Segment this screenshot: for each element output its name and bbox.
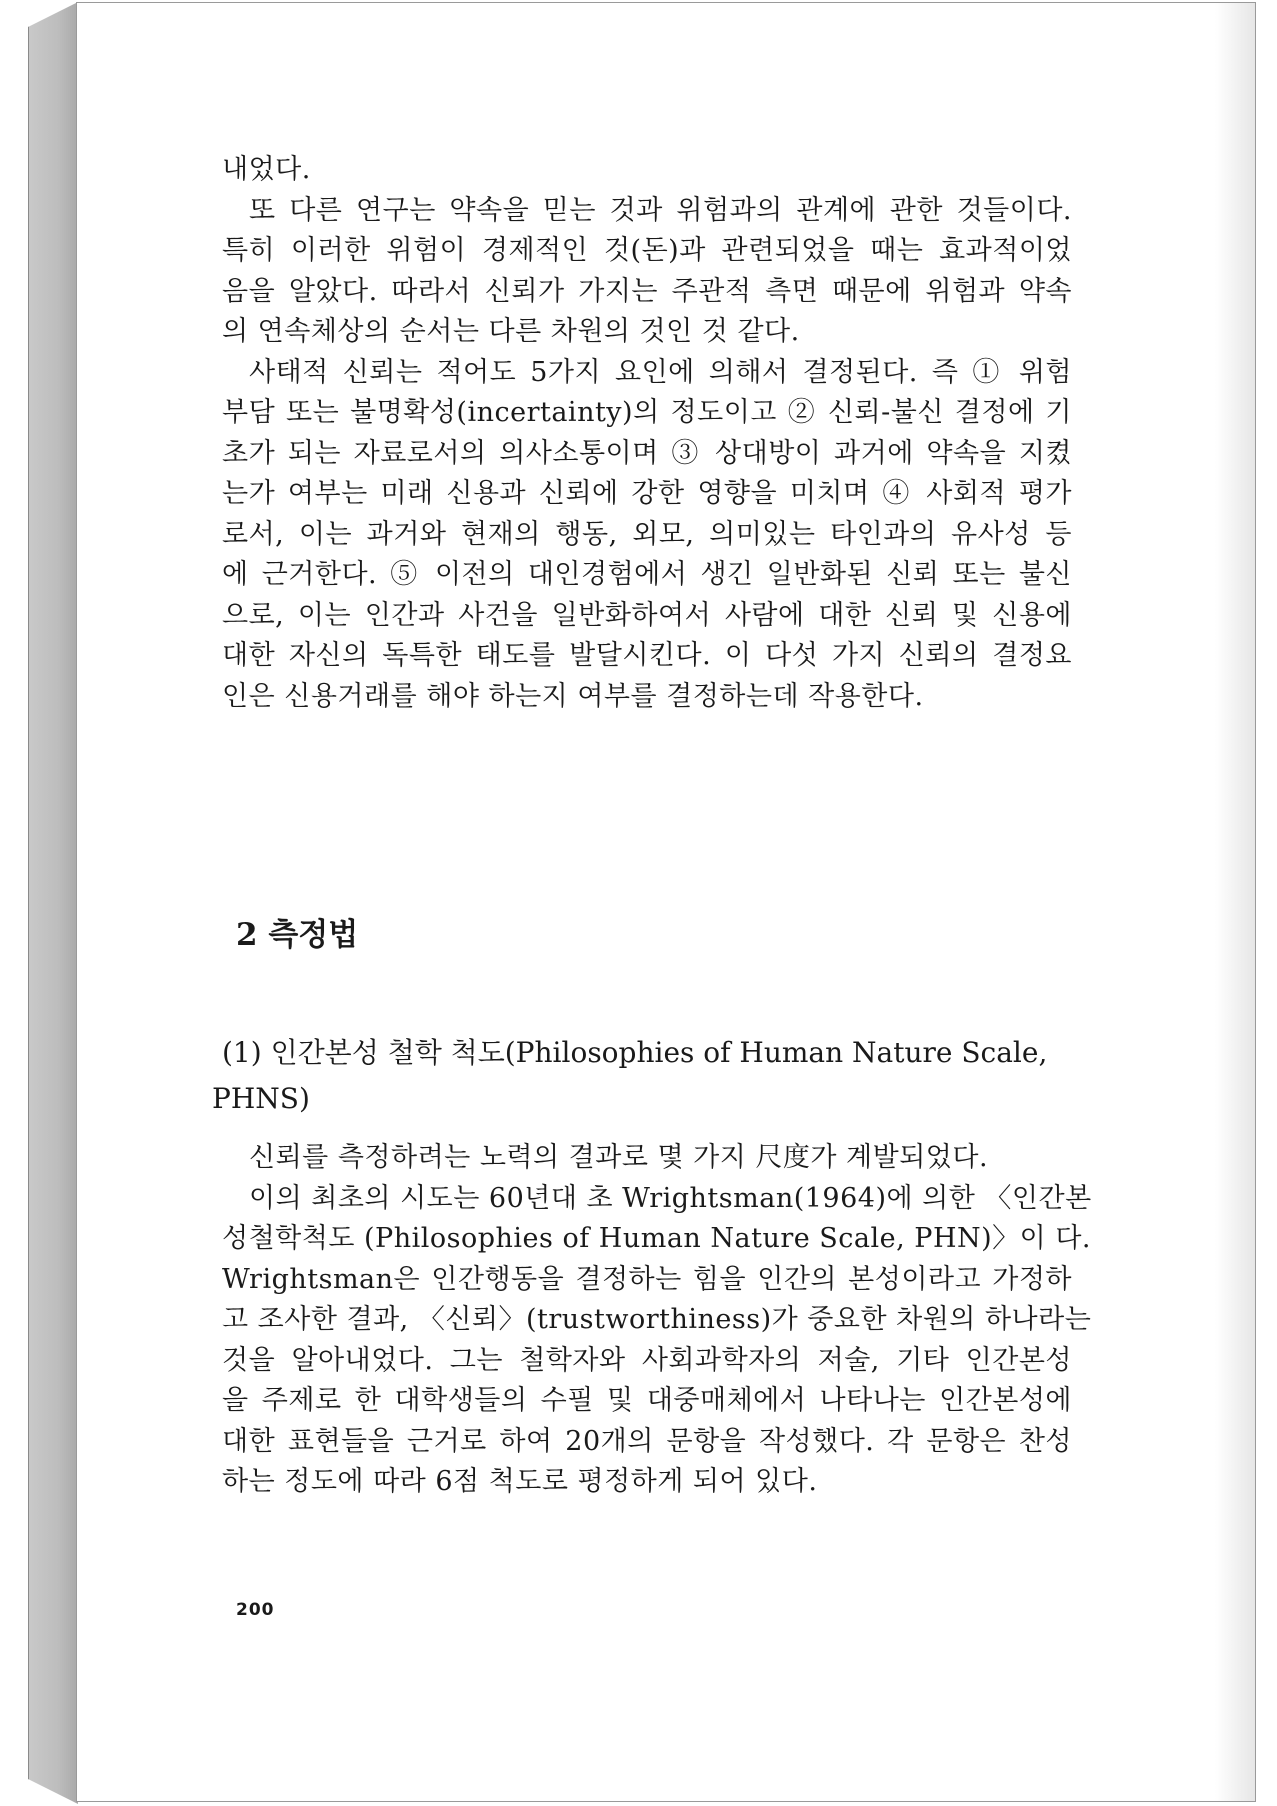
text-line: 초가 되는 자료로서의 의사소통이며 ③ 상대방이 과거에 약속을 지켰	[222, 437, 1072, 469]
text-line: 신뢰를 측정하려는 노력의 결과로 몇 가지 尺度가 계발되었다.	[249, 1142, 989, 1173]
text-line: Wrightsman은 인간행동을 결정하는 힘을 인간의 본성이라고 가정하	[222, 1263, 1072, 1295]
text-line: 특히 이러한 위험이 경제적인 것(돈)과 관련되었을 때는 효과적이었	[222, 235, 1072, 266]
text-line: 성철학척도 (Philosophies of Human Nature Scale, PHN)〉이 다.	[222, 1223, 1092, 1254]
text-line: 내었다.	[222, 154, 311, 185]
bottom-text-block	[222, 1138, 1092, 1503]
section-heading: 2 측정법	[236, 917, 359, 953]
paragraph	[222, 1138, 1072, 1179]
text-line: 인은 신용거래를 해야 하는지 여부를 결정하는데 작용한다.	[222, 680, 924, 712]
paragraph	[222, 191, 1072, 353]
text-line: 음을 알았다. 따라서 신뢰가 가지는 주관적 측면 때문에 위험과 약속	[222, 275, 1072, 307]
text-line: 대한 자신의 독특한 태도를 발달시킨다. 이 다섯 가지 신뢰의 결정요	[222, 640, 1072, 671]
text-line: 에 근거한다. ⑤ 이전의 대인경험에서 생긴 일반화된 신뢰 또는 불신	[222, 559, 1072, 590]
text-line: 의 연속체상의 순서는 다른 차원의 것인 것 같다.	[222, 316, 800, 347]
text-line: 대한 표현들을 근거로 하여 20개의 문항을 작성했다. 각 문항은 찬성	[222, 1425, 1072, 1457]
page-edge-shadow	[1215, 3, 1255, 1801]
text-line: 것을 알아내었다. 그는 철학자와 사회과학자의 저술, 기타 인간본성	[222, 1344, 1072, 1376]
text-line: 는가 여부는 미래 신용과 신뢰에 강한 영향을 미치며 ④ 사회적 평가	[222, 478, 1072, 509]
text-line: 이의 최초의 시도는 60년대 초 Wrightsman(1964)에 의한 〈인간본	[249, 1182, 1092, 1214]
top-text-block	[222, 150, 1072, 717]
text-line: 또 다른 연구는 약속을 믿는 것과 위험과의 관계에 관한 것들이다.	[249, 194, 1072, 226]
text-line: 사태적 신뢰는 적어도 5가지 요인에 의해서 결정된다. 즉 ① 위험	[249, 356, 1072, 388]
paragraph	[222, 353, 1072, 718]
text-line: 고 조사한 결과, 〈신뢰〉(trustworthiness)가 중요한 차원의 하나라는	[222, 1304, 1092, 1335]
book-spine	[28, 2, 78, 1804]
text-line: 을 주제로 한 대학생들의 수필 및 대중매체에서 나타나는 인간본성에	[222, 1385, 1072, 1416]
sub-heading-line-1: (1) 인간본성 철학 척도(Philosophies of Human Nature Scale,	[222, 1036, 1048, 1069]
text-line: 으로, 이는 인간과 사건을 일반화하여서 사람에 대한 신뢰 및 신용에	[222, 599, 1072, 631]
text-line: 하는 정도에 따라 6점 척도로 평정하게 되어 있다.	[222, 1466, 818, 1497]
paragraph	[222, 1179, 1092, 1503]
text-line: 로서, 이는 과거와 현재의 행동, 외모, 의미있는 타인과의 유사성 등	[222, 518, 1072, 550]
sub-heading	[212, 1030, 1072, 1122]
paragraph	[222, 150, 1072, 191]
sub-heading-line-2: PHNS)	[212, 1082, 310, 1115]
page-number: 200	[236, 1600, 275, 1620]
text-line: 부담 또는 불명확성(incertainty)의 정도이고 ② 신뢰-불신 결정에 기	[222, 397, 1072, 428]
